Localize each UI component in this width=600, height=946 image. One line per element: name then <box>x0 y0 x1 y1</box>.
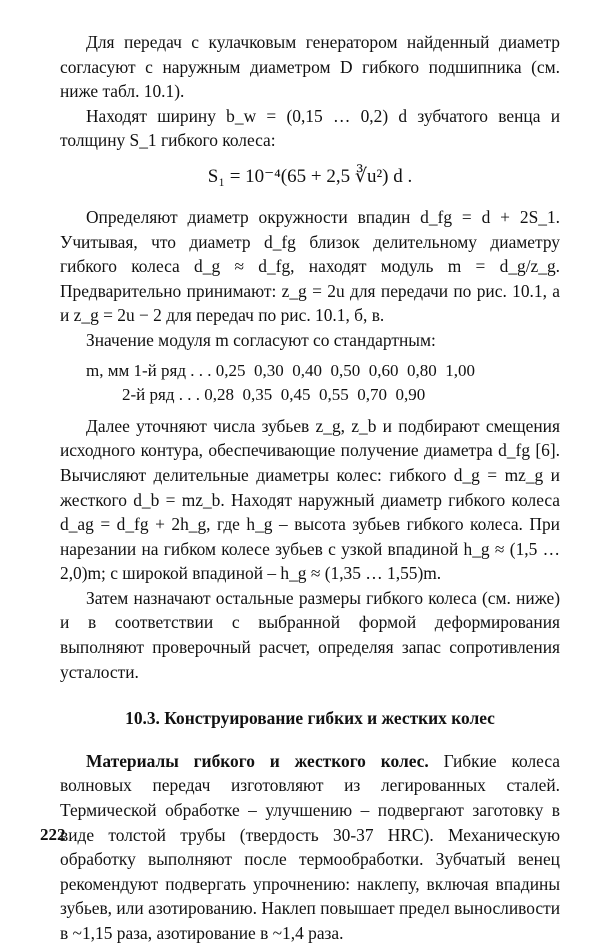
section-paragraph <box>60 749 560 946</box>
page-number: 222 <box>40 825 66 844</box>
modules-row-1: m, мм 1-й ряд . . . 0,25 0,30 0,40 0,50 0,60 0,80 1,00 <box>86 360 475 380</box>
modules-row-2: 2-й ряд . . . 0,28 0,35 0,45 0,55 0,70 0,90 <box>122 385 426 405</box>
section-lead: Материалы гибкого и жесткого колес. <box>86 750 429 771</box>
paragraph-1: Для передач с кулачковым генератором найденный диаметр согласуют с наружным диаметром D гибкого подшипника (см. ниже табл. 10.1). <box>60 32 560 102</box>
page-body <box>60 30 560 946</box>
paragraph-5: Далее уточняют числа зубьев z_g, z_b и подбирают смещения исходного контура, обеспечивающие получение диаметра d_fg [6]. Вычисляют делительные диаметры колес: гибкого d_g = mz_g и жесткого d_b = mz_b. Находят наружный диаметр гибкого колеса d_ag = d_fg + 2h_g, где h_g – высота зубьев гибкого колеса. При нарезании на гибком колесе зубьев с узкой впадиной h_g ≈ (1,5 … 2,0)m; с широкой впадиной – h_g ≈ (1,35 … 1,55)m. <box>60 415 560 584</box>
paragraph-4: Значение модуля m согласуют со стандартным: <box>86 329 436 350</box>
section-heading: 10.3. Конструирование гибких и жестких колес <box>125 708 495 729</box>
section-body: Гибкие колеса волновых передач изготовляют из легированных сталей. Термической обработке – улучшению – подвергают заготовку в виде толстой трубы (твердость 30-37 HRC). Механическую обработку выполняют после термообработки. Зубчатый венец рекомендуют подвергать упрочнению: наклепу, включая впадины зубьев, или азотированию. Наклеп повышает предел выносливости в ~1,15 раза, азотирование в ~1,4 раза. <box>60 750 560 943</box>
paragraph-6: Затем назначают остальные размеры гибкого колеса (см. ниже) и в соответствии с выбранной формой деформирования выполняют проверочный расчет, определяя запас сопротивления усталости. <box>60 587 560 682</box>
paragraph-2: Находят ширину b_w = (0,15 … 0,2) d зубчатого венца и толщину S_1 гибкого колеса: <box>60 105 560 151</box>
formula-s1: S₁ = 10⁻⁴(65 + 2,5 ∛u²) d . <box>207 165 413 187</box>
paragraph-3: Определяют диаметр окружности впадин d_fg = d + 2S_1. Учитывая, что диаметр d_fg близок делительному диаметру гибкого колеса d_g ≈ d_fg, находят модуль m = d_g/z_g. Предварительно принимают: z_g = 2u для передачи по рис. 10.1, а и z_g = 2u − 2 для передач по рис. 10.1, б, в. <box>60 206 560 326</box>
